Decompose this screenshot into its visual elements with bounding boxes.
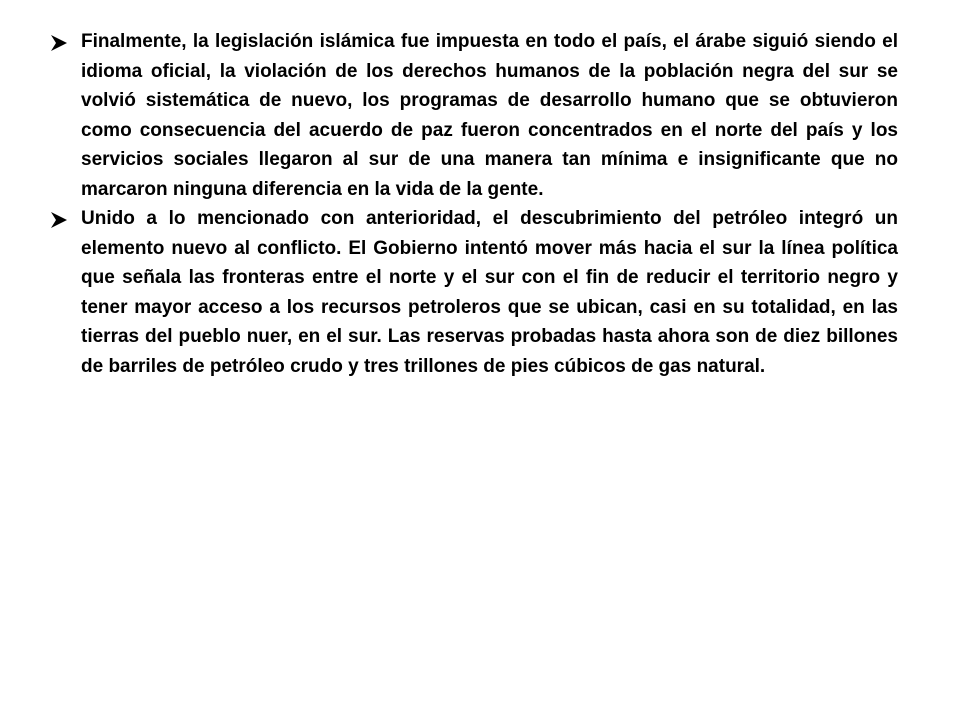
bullet-item	[50, 204, 898, 381]
arrowhead-bullet-icon	[50, 211, 68, 229]
arrowhead-bullet-icon	[50, 34, 68, 52]
bullet-item	[50, 27, 898, 204]
bullet-text: Finalmente, la legislación islámica fue impuesta en todo el país, el árabe siguió siendo el idioma oficial, la violación de los derechos humanos de la población negra del sur se volvió sistemática de nuevo, los programas de desarrollo humano que se obtuvieron como consecuencia del acuerdo de paz fueron concentrados en el norte del país y los servicios sociales llegaron al sur de una manera tan mínima e insignificante que no marcaron ninguna diferencia en la vida de la gente.	[81, 31, 898, 200]
bullet-list	[50, 27, 898, 381]
bullet-text: Unido a lo mencionado con anterioridad, el descubrimiento del petróleo integró un elemento nuevo al conflicto. El Gobierno intentó mover más hacia el sur la línea política que señala las fronteras entre el norte y el sur con el fin de reducir el territorio negro y tener mayor acceso a los recursos petroleros que se ubican, casi en su totalidad, en las tierras del pueblo nuer, en el sur. Las reservas probadas hasta ahora son de diez billones de barriles de petróleo crudo y tres trillones de pies cúbicos de gas natural.	[81, 208, 898, 377]
